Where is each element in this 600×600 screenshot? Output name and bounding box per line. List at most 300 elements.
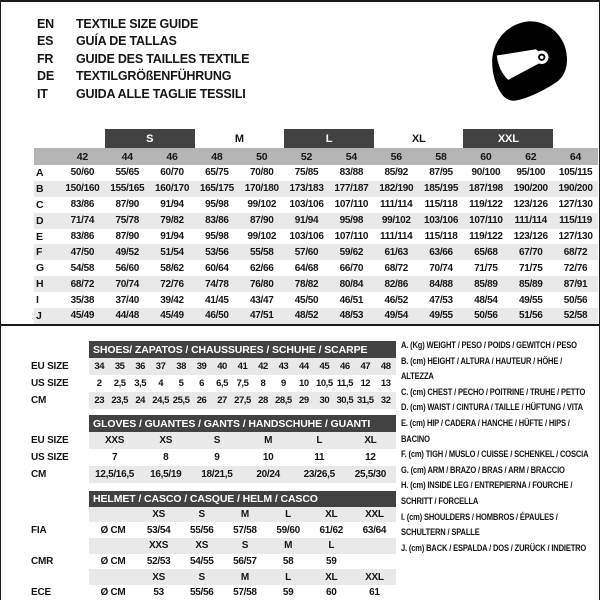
- shoes-value: 23: [89, 392, 109, 409]
- measurement-value: 115/118: [424, 199, 458, 211]
- measurement-value: 46/51: [339, 294, 364, 306]
- shoes-value: 13: [380, 378, 391, 389]
- measurement-value: 49/55: [518, 294, 543, 306]
- measurement-value: 57/60: [284, 244, 329, 260]
- helmet-title: HELMET / CASCO / CASQUE / HELM / CASCO: [89, 491, 396, 507]
- language-title-list: [37, 15, 249, 103]
- shoes-value: 8: [260, 378, 266, 389]
- measurement-value: 173/183: [284, 181, 329, 197]
- measurement-value: 47/53: [429, 294, 453, 306]
- measurement-value: 47/50: [60, 244, 105, 260]
- measurement-value: 65/68: [463, 244, 508, 260]
- measurement-value: 54/58: [70, 262, 95, 274]
- gloves-row-label: US SIZE: [31, 452, 69, 463]
- measurement-value: 83/88: [339, 167, 364, 179]
- helmet-unit-label: [89, 507, 137, 523]
- shoes-value: 28: [253, 392, 273, 409]
- helmet-standard-label: [31, 538, 89, 554]
- gloves-value: 11: [314, 452, 325, 463]
- measurement-value: 127/130: [558, 231, 593, 242]
- measurement-value: 187/198: [463, 181, 508, 197]
- gloves-value: 18/21,5: [191, 466, 242, 483]
- measurement-value: 90/100: [471, 167, 501, 179]
- measurement-value: 107/110: [463, 213, 508, 229]
- language-row: [37, 15, 249, 33]
- shoes-value: 30: [314, 392, 334, 409]
- size-number: 50: [256, 150, 268, 163]
- measurement-value: 70/80: [249, 167, 274, 179]
- measurement-value: 61/63: [374, 244, 419, 260]
- shoes-value: 2: [96, 378, 102, 389]
- shoes-value: 38: [171, 358, 191, 375]
- helmet-standard-label: ECE: [31, 587, 51, 599]
- gloves-value: XS: [140, 432, 191, 449]
- helmet-value: 53: [153, 587, 164, 599]
- shoes-value: 9: [281, 378, 286, 389]
- measurement-value: 75/78: [105, 213, 150, 229]
- size-number: 62: [525, 150, 537, 163]
- measurement-value: 71/75: [474, 262, 498, 274]
- shoes-value: 43: [273, 358, 293, 375]
- shoes-title: SHOES/ ZAPATOS / CHAUSSURES / SCHUHE / SCARPE: [89, 341, 396, 358]
- measurement-value: 48/52: [284, 308, 329, 324]
- language-title: GUÍA DE TALLAS: [76, 34, 177, 49]
- measurement-row-letter: F: [34, 244, 60, 260]
- measurement-value: 177/187: [329, 181, 374, 197]
- size-number: 54: [345, 150, 358, 163]
- helmet-value: 56/57: [233, 556, 257, 568]
- measurement-value: 155/165: [105, 181, 150, 197]
- helmet-value: 54/55: [189, 556, 214, 568]
- measurement-row-letter: D: [34, 213, 60, 229]
- measurement-value: 165/175: [194, 181, 239, 197]
- size-number: 46: [166, 150, 178, 163]
- shoes-value: 24: [130, 392, 150, 409]
- measurement-value: 66/70: [339, 262, 364, 274]
- size-number: 64: [569, 150, 582, 163]
- spacer: [31, 415, 89, 432]
- language-code: EN: [37, 16, 54, 31]
- measurement-value: 60/64: [205, 262, 229, 274]
- measurement-legend: [401, 338, 596, 556]
- measurement-value: 35/38: [70, 294, 95, 306]
- measurement-row-letter: E: [36, 230, 43, 243]
- helmet-value: XL: [310, 569, 353, 585]
- measurement-value: 107/110: [334, 231, 369, 242]
- measurement-value: 83/86: [70, 231, 95, 242]
- measurement-value: 53/56: [194, 244, 239, 260]
- shoes-value: 45: [314, 358, 334, 375]
- helmet-standard-label: FIA: [31, 524, 47, 536]
- shoes-value: 47: [355, 358, 375, 375]
- helmet-unit-label: Ø CM: [100, 524, 126, 536]
- accessory-tables: [31, 341, 396, 600]
- size-number-row: [34, 148, 598, 165]
- shoes-value: 11,5: [336, 378, 353, 389]
- measurement-value: 91/94: [160, 231, 184, 242]
- measurement-value: 70/74: [105, 276, 150, 292]
- helmet-value: S: [180, 569, 223, 585]
- language-row: [37, 85, 249, 103]
- measurement-value: 79/82: [150, 213, 195, 229]
- measurement-row-letter: J: [34, 308, 60, 324]
- measurement-value: 80/84: [329, 276, 374, 292]
- shoes-value: 34: [89, 358, 109, 375]
- measurement-value: 103/106: [419, 213, 464, 229]
- measurement-value: 123/126: [513, 231, 548, 242]
- measurement-value: 84/88: [419, 276, 464, 292]
- legend-item: B. (cm) HEIGHT / ALTURA / HAUTEUR / HÖHE / ALTEZZA: [401, 355, 563, 382]
- shoes-value: 26: [191, 392, 211, 409]
- legend-item: J. (cm) BACK / ESPALDA / DOS / ZURÜCK / INDIETRO: [401, 542, 587, 553]
- measurement-value: 68/72: [553, 244, 598, 260]
- spacer: [34, 148, 60, 165]
- size-number: 48: [211, 150, 223, 163]
- size-group-xxl: XXL: [463, 129, 553, 148]
- measurement-value: 83/86: [194, 213, 239, 229]
- shoes-value: 27,5: [232, 392, 252, 409]
- measurement-value: 59/62: [329, 244, 374, 260]
- spacer: [34, 129, 60, 148]
- measurement-value: 51/54: [150, 244, 195, 260]
- shoes-value: 6: [199, 378, 204, 389]
- measurement-value: 87/95: [429, 167, 453, 179]
- shoes-value: 42: [253, 358, 273, 375]
- shoes-value: 28,5: [273, 392, 293, 409]
- measurement-value: 50/56: [563, 294, 588, 306]
- measurement-row-letter: H: [34, 276, 60, 292]
- measurement-value: 72/76: [150, 276, 195, 292]
- measurement-value: 37/40: [115, 294, 139, 306]
- shoes-value: 44: [294, 358, 314, 375]
- measurement-value: 51/56: [508, 308, 553, 324]
- language-row: [37, 50, 249, 68]
- measurement-value: 87/90: [115, 199, 139, 211]
- helmet-value: 61/62: [319, 524, 343, 536]
- measurement-value: 49/55: [419, 308, 464, 324]
- helmet-value: XXL: [353, 507, 396, 523]
- measurement-value: 182/190: [374, 181, 419, 197]
- size-group-s: S: [105, 129, 195, 148]
- measurement-value: 65/75: [205, 167, 229, 179]
- language-row: [37, 33, 249, 51]
- measurement-value: 103/106: [289, 231, 324, 242]
- helmet-value: XL: [310, 507, 353, 523]
- shoes-value: 5: [178, 378, 184, 389]
- measurement-value: 45/49: [60, 308, 105, 324]
- measurement-value: 91/94: [160, 199, 184, 211]
- shoes-value: 10,5: [316, 378, 333, 389]
- measurement-value: 115/119: [553, 213, 598, 229]
- shoes-value: 24,5: [150, 392, 170, 409]
- shoes-value: 39: [191, 358, 211, 375]
- helmet-unit-label: Ø CM: [100, 556, 126, 568]
- measurement-value: 123/126: [513, 199, 548, 211]
- legend-item: F. (cm) TIGH / MUSLO / CUISSE / SCHENKEL / COSCIA: [401, 449, 589, 460]
- helmet-value: XXL: [353, 569, 396, 585]
- size-number: 58: [435, 150, 447, 163]
- measurement-value: 85/89: [508, 276, 553, 292]
- language-title: GUIDE DES TAILLES TEXTILE: [76, 51, 250, 66]
- shoes-value: 23,5: [109, 392, 129, 409]
- gloves-value: 12: [365, 452, 376, 463]
- measurement-value: 46/52: [384, 294, 408, 306]
- shoes-value: 31,5: [355, 392, 375, 409]
- measurement-value: 111/114: [508, 213, 553, 229]
- measurement-row-letter: I: [36, 294, 39, 307]
- measurement-row-letter: G: [36, 262, 44, 275]
- measurement-value: 115/118: [424, 231, 458, 242]
- measurement-value: 190/200: [553, 181, 598, 197]
- measurement-value: 78/82: [284, 276, 329, 292]
- gloves-row-label: EU SIZE: [31, 435, 69, 446]
- shoes-row-label: CM: [31, 395, 47, 406]
- shoes-value: 12: [360, 378, 371, 389]
- language-code: IT: [37, 86, 48, 101]
- measurement-value: 99/102: [247, 199, 277, 211]
- measurement-value: 46/50: [194, 308, 239, 324]
- shoes-row-label: EU SIZE: [31, 361, 69, 372]
- shoes-value: 35: [109, 358, 129, 375]
- gloves-size-table: [31, 415, 396, 483]
- language-row: [37, 68, 249, 86]
- helmet-value: S: [223, 538, 266, 554]
- measurement-value: 71/75: [518, 262, 543, 274]
- shoes-value: 37: [150, 358, 170, 375]
- helmet-standard-label: [31, 507, 89, 523]
- measurement-value: 50/60: [70, 167, 95, 179]
- measurement-value: 52/58: [553, 308, 598, 324]
- measurement-value: 62/66: [249, 262, 274, 274]
- measurement-value: 103/106: [289, 199, 324, 211]
- measurement-value: 44/48: [105, 308, 150, 324]
- measurement-value: 107/110: [334, 199, 369, 211]
- helmet-value: 55/56: [189, 587, 214, 599]
- legend-item: I. (cm) SHOULDERS / HOMBROS / ÉPAULES / SCHULTERN / SPALLE: [401, 511, 558, 538]
- measurement-value: 119/122: [469, 231, 503, 242]
- measurement-value: 87/91: [553, 276, 598, 292]
- measurement-value: 41/45: [205, 294, 229, 306]
- measurement-value: 99/102: [247, 231, 277, 242]
- measurement-value: 76/80: [239, 276, 284, 292]
- measurement-value: 70/74: [429, 262, 453, 274]
- measurement-value: 68/72: [60, 276, 105, 292]
- racing-helmet-icon: [488, 14, 572, 108]
- helmet-value: 63/64: [362, 524, 387, 536]
- measurement-value: 160/170: [150, 181, 195, 197]
- helmet-value: M: [223, 569, 266, 585]
- gloves-value: L: [294, 432, 345, 449]
- shoes-value: 40: [212, 358, 232, 375]
- gloves-value: 7: [111, 452, 118, 463]
- measurement-value: 170/180: [239, 181, 284, 197]
- measurement-value: 87/90: [115, 231, 139, 242]
- helmet-value: XXS: [137, 538, 180, 554]
- measurement-row-letter: A: [36, 166, 44, 179]
- measurement-value: 91/94: [284, 213, 329, 229]
- measurement-value: 50/56: [463, 308, 508, 324]
- size-group-m: M: [234, 132, 244, 145]
- measurement-value: 190/200: [508, 181, 553, 197]
- measurement-value: 49/52: [105, 244, 150, 260]
- measurement-value: 43/47: [249, 294, 274, 306]
- helmet-value: S: [180, 507, 223, 523]
- measurement-value: 49/54: [374, 308, 419, 324]
- size-group-l: L: [284, 129, 374, 148]
- language-title: GUIDA ALLE TAGLIE TESSILI: [76, 86, 246, 101]
- size-number: 52: [300, 150, 313, 163]
- gloves-value: 8: [163, 452, 169, 463]
- language-code: ES: [37, 34, 54, 49]
- legend-item: H. (cm) INSIDE LEG / ENTREPIERNA / FOURCHE / SCHRITT / FORCELLA: [401, 480, 573, 506]
- measurement-value: 71/74: [60, 213, 105, 229]
- helmet-value: 59: [282, 587, 294, 599]
- shoes-size-table: [31, 341, 396, 409]
- language-code: FR: [37, 51, 54, 66]
- gloves-value: 12,5/16,5: [89, 466, 140, 483]
- helmet-value: 52/53: [146, 556, 171, 568]
- shoes-value: 7,5: [236, 378, 249, 389]
- measurement-value: 67/70: [508, 244, 553, 260]
- gloves-row-label: CM: [31, 469, 47, 480]
- helmet-unit-label: [89, 538, 137, 554]
- helmet-unit-label: [89, 569, 137, 585]
- measurement-value: 45/49: [150, 308, 195, 324]
- measurement-value: 68/72: [384, 262, 408, 274]
- helmet-value: 57/58: [233, 524, 257, 536]
- measurement-value: 95/100: [516, 167, 546, 179]
- gloves-value: XL: [345, 432, 396, 449]
- gloves-value: 25,5/30: [345, 466, 396, 483]
- legend-item: D. (cm) WAIST / CINTURA / TAILLE / HÜFTUNG / VITA: [401, 402, 583, 413]
- section-divider: [1, 324, 600, 326]
- measurement-value: 56/60: [115, 262, 139, 274]
- measurement-value: 87/90: [239, 213, 284, 229]
- helmet-value: L: [310, 538, 353, 554]
- gloves-value: 20/24: [243, 466, 294, 483]
- helmet-value: M: [223, 507, 266, 523]
- measurement-table-body: [34, 165, 598, 324]
- helmet-value: XS: [180, 538, 223, 554]
- size-number: 60: [480, 150, 492, 163]
- measurement-value: 74/78: [194, 276, 239, 292]
- legend-item: E. (cm) HIP / CADERA / HANCHE / HÜFTE / HIPS / BACINO: [401, 417, 570, 444]
- size-number: 56: [390, 150, 402, 163]
- spacer: [31, 341, 89, 358]
- shoes-value: 30,5: [335, 392, 355, 409]
- helmet-value: L: [267, 507, 310, 523]
- gloves-value: 9: [214, 452, 220, 463]
- helmet-value: 53/54: [146, 524, 171, 536]
- shoes-value: 10: [299, 378, 309, 389]
- shoes-value: 36: [130, 358, 150, 375]
- measurement-value: 47/51: [239, 308, 284, 324]
- shoes-value: 46: [335, 358, 355, 375]
- measurement-value: 58/62: [160, 262, 184, 274]
- gloves-value: 23/26,5: [294, 466, 345, 483]
- size-number: 44: [121, 150, 133, 163]
- measurement-row-letter: C: [36, 198, 44, 211]
- measurement-value: 119/122: [469, 199, 503, 211]
- helmet-standard-label: CMR: [31, 556, 54, 568]
- shoes-value: 41: [232, 358, 252, 375]
- measurement-value: 105/115: [558, 167, 593, 179]
- shoes-value: 27: [212, 392, 232, 409]
- helmet-standard-label: [31, 569, 89, 585]
- gloves-value: S: [191, 432, 242, 449]
- measurement-value: 82/86: [374, 276, 419, 292]
- measurement-row-letter: B: [34, 181, 60, 197]
- shoes-value: 48: [376, 358, 396, 375]
- measurement-value: 45/50: [294, 294, 319, 306]
- helmet-value: 57/58: [233, 587, 257, 599]
- measurement-value: 111/114: [380, 199, 413, 211]
- measurement-value: 63/66: [419, 244, 464, 260]
- measurement-value: 99/102: [374, 213, 419, 229]
- legend-item: A. (Kg) WEIGHT / PESO / POIDS / GEWITCH / PESO: [401, 340, 577, 350]
- measurement-value: 95/98: [205, 231, 229, 242]
- gloves-value: 16,5/19: [140, 466, 191, 483]
- shoes-value: 29: [294, 392, 314, 409]
- shoes-value: 2,5: [113, 378, 126, 389]
- gloves-value: M: [243, 432, 294, 449]
- measurement-value: 64/68: [294, 262, 319, 274]
- spacer: [31, 491, 89, 507]
- language-title: TEXTILGRÖßENFÜHRUNG: [76, 69, 232, 84]
- language-title: TEXTILE SIZE GUIDE: [76, 16, 199, 31]
- measurement-value: 55/65: [115, 167, 139, 179]
- gloves-title: GLOVES / GUANTES / GANTS / HANDSCHUHE / GUANTI: [89, 415, 396, 432]
- helmet-value: L: [267, 569, 310, 585]
- shoes-value: 3,5: [134, 378, 147, 389]
- measurement-value: 75/85: [294, 167, 319, 179]
- helmet-value: M: [267, 538, 310, 554]
- helmet-value: 60: [325, 587, 337, 599]
- size-number: 42: [76, 150, 89, 163]
- gloves-value: 10: [262, 452, 274, 463]
- helmet-value: 59/60: [276, 524, 300, 536]
- helmet-value: 59: [325, 556, 337, 568]
- helmet-value: XS: [137, 569, 180, 585]
- measurement-value: 150/160: [60, 181, 105, 197]
- measurement-value: 95/98: [205, 199, 229, 211]
- helmet-value: XS: [137, 507, 180, 523]
- gloves-value: XXS: [89, 432, 140, 449]
- helmet-size-table: [31, 491, 396, 600]
- shoes-row-label: US SIZE: [31, 378, 69, 389]
- measurement-value: 48/53: [329, 308, 374, 324]
- measurement-value: 85/89: [463, 276, 508, 292]
- helmet-value: [353, 538, 396, 554]
- measurement-value: 48/54: [474, 294, 498, 306]
- measurement-value: 111/114: [380, 231, 413, 242]
- shoes-value: 32: [376, 392, 396, 409]
- language-code: DE: [37, 69, 54, 84]
- helmet-unit-label: Ø CM: [100, 587, 126, 599]
- measurement-value: 39/42: [160, 294, 184, 306]
- measurement-value: 85/92: [384, 167, 408, 179]
- shoes-value: 4: [158, 378, 164, 389]
- helmet-value: 58: [282, 556, 294, 568]
- shoes-value: 25,5: [171, 392, 191, 409]
- measurement-value: 72/76: [563, 262, 588, 274]
- size-group-header-row: [34, 129, 598, 148]
- helmet-value: [353, 554, 396, 570]
- legend-item: C. (cm) CHEST / PECHO / POITRINE / TRUHE / PETTO: [401, 386, 586, 397]
- measurement-value: 60/70: [160, 167, 184, 179]
- legend-item: G. (cm) ARM / BRAZO / BRAS / ARM / BRACCIO: [401, 464, 565, 475]
- measurement-value: 95/98: [329, 213, 374, 229]
